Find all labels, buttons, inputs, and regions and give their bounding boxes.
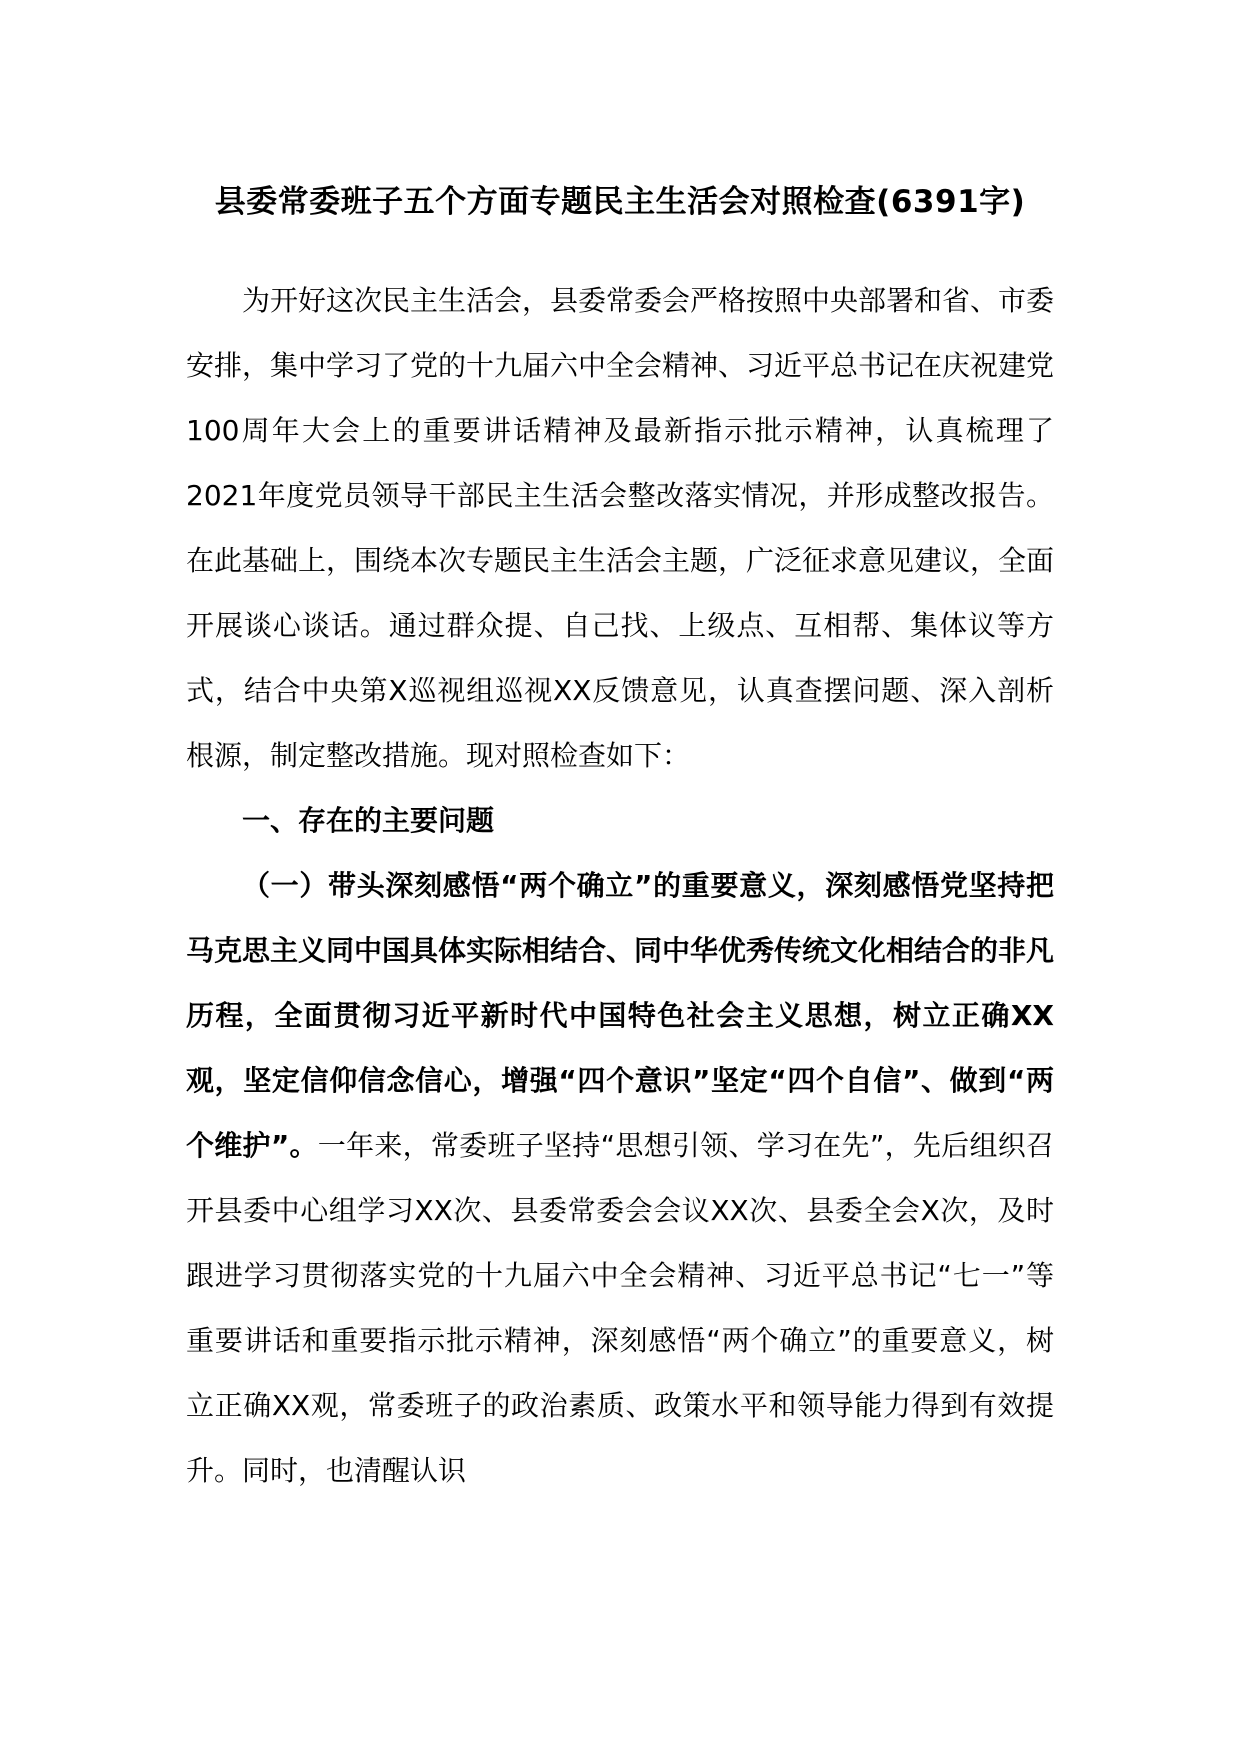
intro-paragraph: 为开好这次民主生活会，县委常委会严格按照中央部署和省、市委安排，集中学习了党的十九届六中全会精神、习近平总书记在庆祝建党100周年大会上的重要讲话精神及最新指示批示精神，认真梳理了2021年度党员领导干部民主生活会整改落实情况，并形成整改报告。在此基础上，围绕本次专题民主生活会主题，广泛征求意见建议，全面开展谈心谈话。通过群众提、自己找、上级点、互相帮、集体议等方式，结合中央第X巡视组巡视XX反馈意见，认真查摆问题、深入剖析根源，制定整改措施。现对照检查如下： (186, 284, 1055, 772)
subsection-body: 一年来，常委班子坚持“思想引领、学习在先”，先后组织召开县委中心组学习XX次、县委常委会会议XX次、县委全会X次，及时跟进学习贯彻落实党的十九届六中全会精神、习近平总书记“七一”等重要讲话和重要指示批示精神，深刻感悟“两个确立”的重要意义，树立正确XX观，常委班子的政治素质、政策水平和领导能力得到有效提升。同时，也清醒认识 (186, 1129, 1055, 1487)
document-body (186, 268, 1054, 1503)
document-title: 县委常委班子五个方面专题民主生活会对照检查(6391字) (214, 184, 1026, 220)
subsection-paragraph (186, 853, 1054, 1503)
subsection-lead: （一）带头深刻感悟“两个确立”的重要意义，深刻感悟党坚持把马克思主义同中国具体实际相结合、同中华优秀传统文化相结合的非凡历程，全面贯彻习近平新时代中国特色社会主义思想，树立正确XX观，坚定信仰信念信心，增强“四个意识”坚定“四个自信”、做到“两个维护”。 (186, 869, 1055, 1162)
section-heading: 一、存在的主要问题 (242, 804, 495, 837)
